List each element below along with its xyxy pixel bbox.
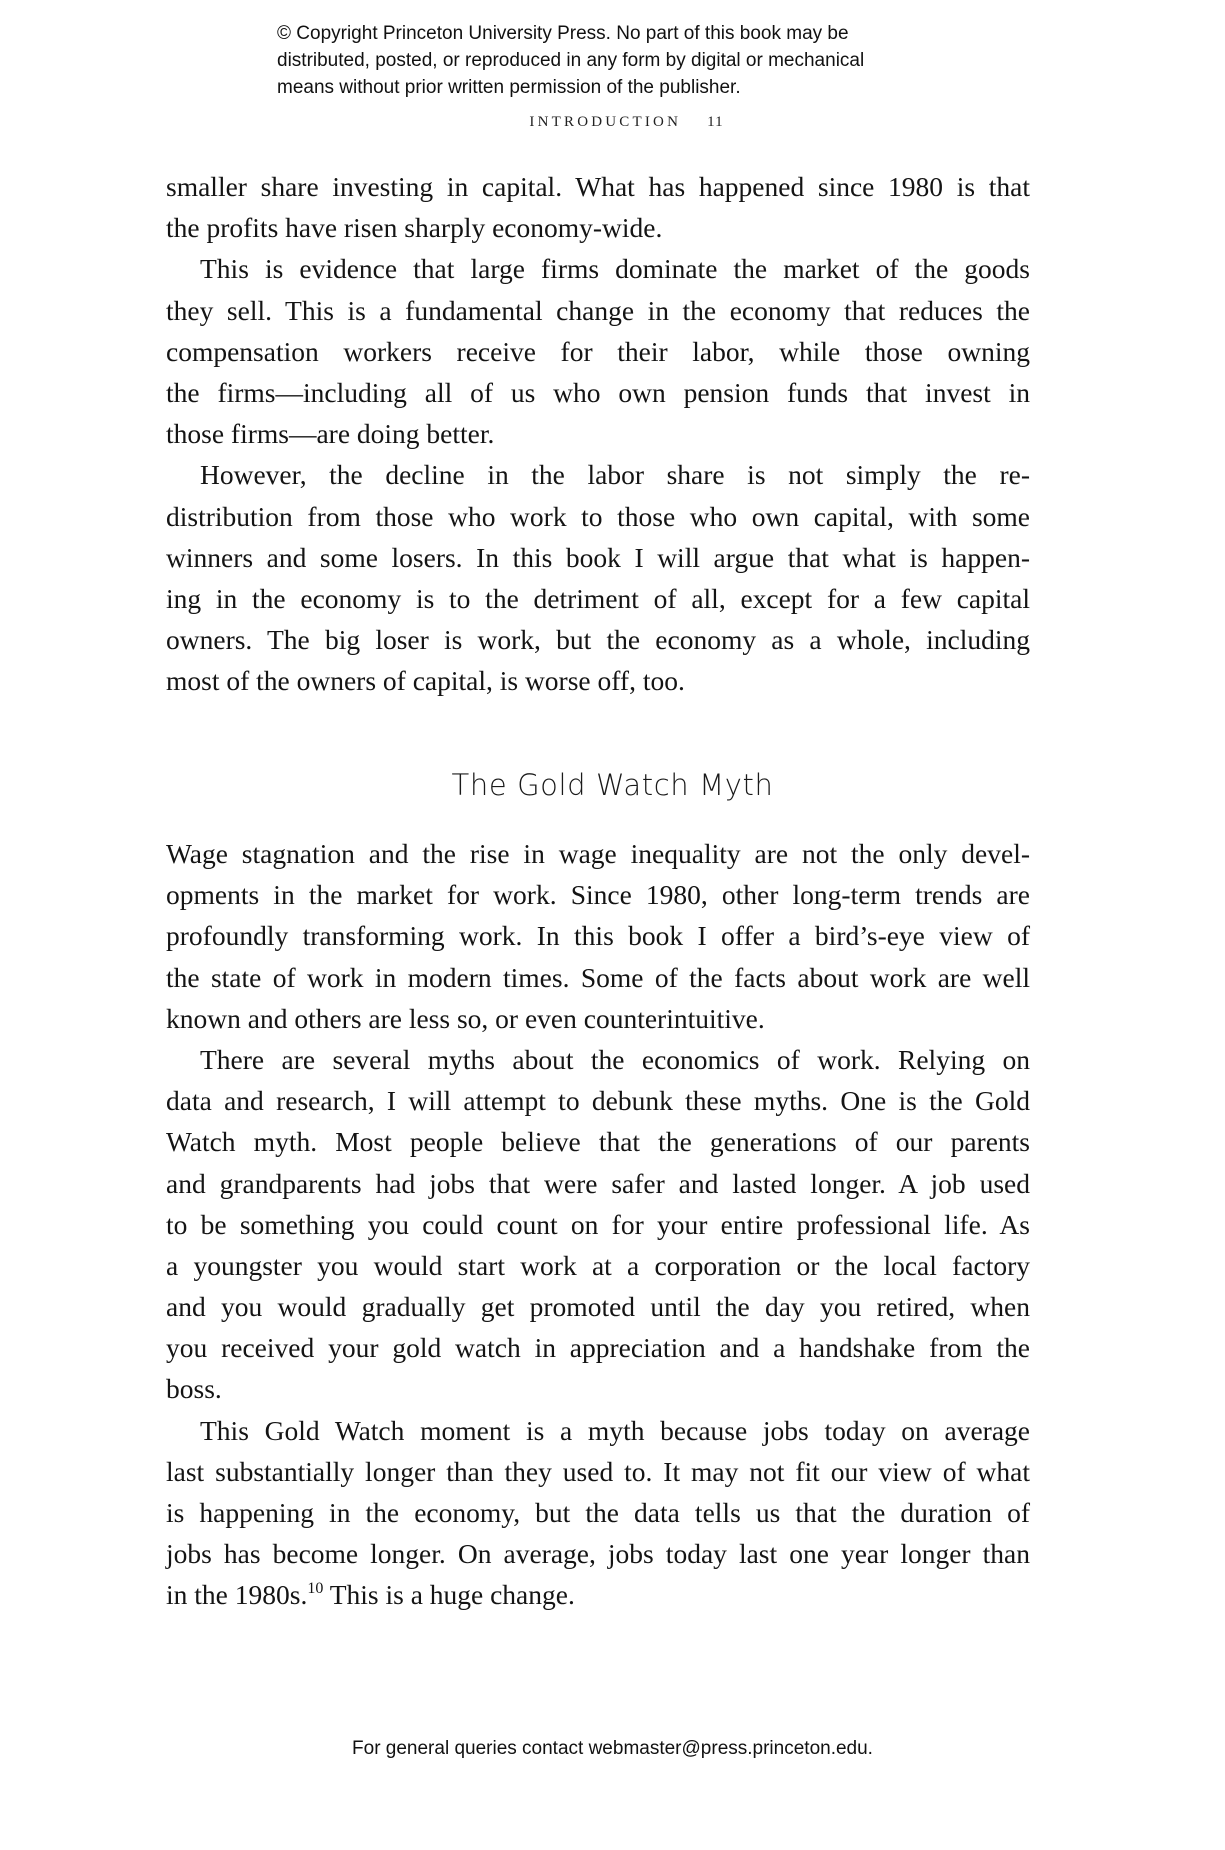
text-line: owners. The big loser is work, but the economy as a whole, including (166, 624, 1030, 656)
text-line: boss. (166, 1373, 222, 1405)
body-text-block-1 (166, 166, 1030, 701)
text-line: ing in the economy is to the detriment of all, except for a few capital (166, 582, 1030, 614)
text-line: and you would gradually get promoted until the day you retired, when (166, 1291, 1030, 1323)
text-line: the firms—including all of us who own pension funds that invest in (166, 376, 1030, 408)
text-line: the profits have risen sharply economy-wide. (166, 212, 663, 244)
text-line: known and others are less so, or even counterintuitive. (166, 1002, 765, 1034)
text-line: smaller share investing in capital. What has happened since 1980 is that (166, 171, 1030, 202)
copyright-line: distributed, posted, or reproduced in any form by digital or mechanical (277, 50, 865, 71)
text-line: There are several myths about the economics of work. Relying on (200, 1043, 1030, 1075)
text-line: distribution from those who work to those who own capital, with some (166, 500, 1030, 532)
text-line: you received your gold watch in appreciation and a handshake from the (166, 1332, 1030, 1364)
text-line: This Gold Watch moment is a myth because jobs today on average (200, 1414, 1030, 1446)
text-line: a youngster you would start work at a corporation or the local factory (166, 1249, 1030, 1281)
text-line: the state of work in modern times. Some of the facts about work are well (166, 961, 1030, 993)
text-line-start: in the 1980s. (166, 1579, 308, 1611)
text-line: winners and some losers. In this book I will argue that what is happen- (166, 541, 1030, 573)
copyright-line: © Copyright Princeton University Press. No part of this book may be (277, 23, 849, 44)
text-line: last substantially longer than they used to. It may not fit our view of what (166, 1455, 1030, 1487)
text-line: they sell. This is a fundamental change in the economy that reduces the (166, 294, 1030, 326)
text-line: jobs has become longer. On average, jobs today last one year longer than (166, 1538, 1030, 1570)
text-line: Watch myth. Most people believe that the generations of our parents (166, 1126, 1030, 1158)
copyright-notice (277, 20, 1037, 101)
footnote-reference[interactable]: 10 (307, 1580, 324, 1598)
text-line: those firms—are doing better. (166, 418, 495, 450)
body-text-block-2 (166, 833, 1030, 1616)
text-line: most of the owners of capital, is worse off, too. (166, 665, 685, 697)
running-head (0, 114, 1225, 131)
text-line: This is evidence that large firms dominate the market of the goods (200, 253, 1030, 285)
page-number: 11 (707, 114, 724, 130)
section-heading: The Gold Watch Myth (451, 768, 774, 802)
text-line: opments in the market for work. Since 1980, other long-term trends are (166, 879, 1030, 911)
footer-contact: For general queries contact webmaster@press.princeton.edu. (352, 1738, 873, 1759)
text-line: However, the decline in the labor share is not simply the re- (200, 459, 1030, 491)
text-line: is happening in the economy, but the data tells us that the duration of (166, 1497, 1030, 1528)
text-line: compensation workers receive for their labor, while those owning (166, 335, 1030, 367)
copyright-line: means without prior written permission of the publisher. (277, 77, 741, 98)
text-line: Wage stagnation and the rise in wage inequality are not the only devel- (166, 838, 1030, 869)
text-line (166, 1574, 1030, 1615)
text-line: profoundly transforming work. In this book I offer a bird’s-eye view of (166, 920, 1030, 952)
text-line: data and research, I will attempt to debunk these myths. One is the Gold (166, 1085, 1030, 1117)
running-head-title: INTRODUCTION (529, 114, 682, 130)
text-line: and grandparents had jobs that were safer and lasted longer. A job used (166, 1167, 1030, 1199)
text-line-end: This is a huge change. (323, 1579, 575, 1611)
text-line: to be something you could count on for your entire professional life. As (166, 1208, 1030, 1240)
